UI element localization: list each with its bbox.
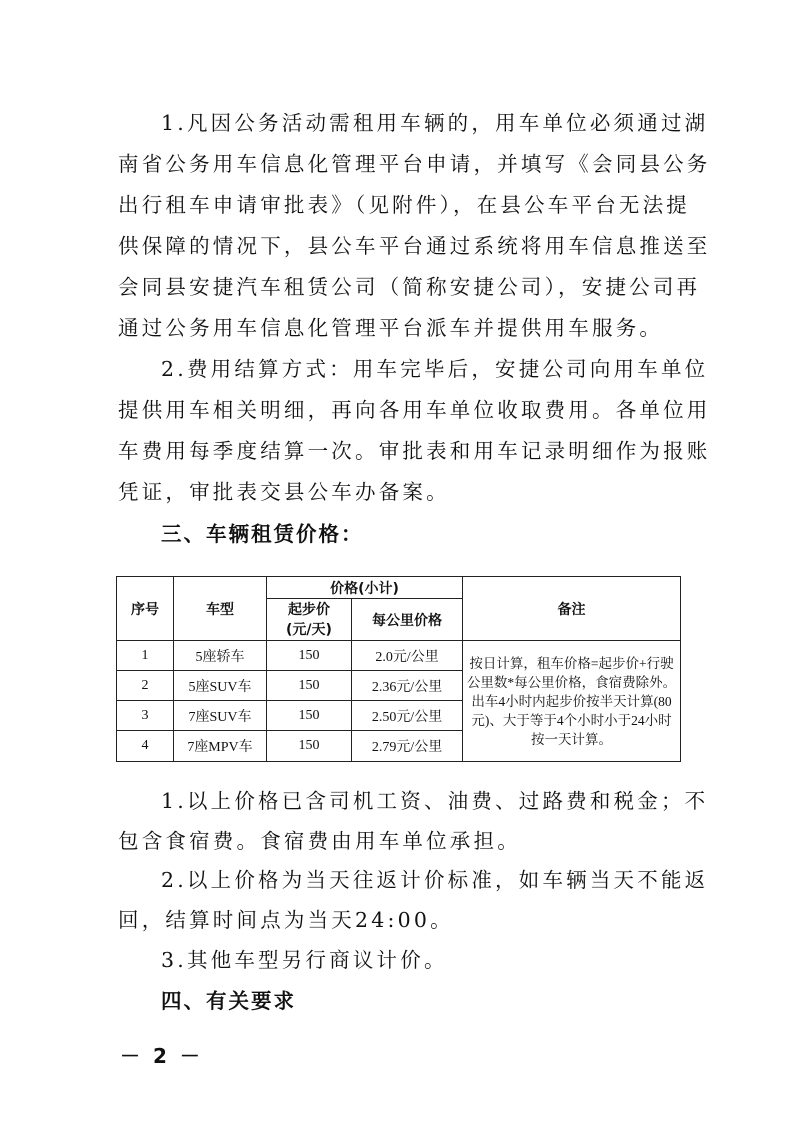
- note-line: 3.其他车型另行商议计价。: [161, 948, 448, 972]
- cell-seq: 4: [117, 731, 174, 762]
- note-line: 回，结算时间点为当天24:00。: [118, 908, 454, 932]
- cell-base-price: 150: [267, 671, 352, 701]
- header-price-group: 价格(小计): [267, 577, 463, 599]
- cell-base-price: 150: [267, 701, 352, 731]
- section-heading-requirements: 四、有关要求: [161, 989, 296, 1013]
- cell-model: 7座SUV车: [174, 701, 267, 731]
- header-model: 车型: [174, 577, 267, 641]
- cell-model: 5座SUV车: [174, 671, 267, 701]
- cell-seq: 2: [117, 671, 174, 701]
- cell-model: 5座轿车: [174, 641, 267, 671]
- cell-per-km: 2.50元/公里: [352, 701, 463, 731]
- cell-model: 7座MPV车: [174, 731, 267, 762]
- paragraph-line: 通过公务用车信息化管理平台派车并提供用车服务。: [118, 316, 664, 340]
- paragraph-line: 供保障的情况下，县公车平台通过系统将用车信息推送至: [118, 234, 711, 258]
- section-heading-pricing: 三、车辆租赁价格：: [161, 522, 364, 546]
- header-remark: 备注: [463, 577, 681, 641]
- rental-price-table: [116, 576, 681, 762]
- paragraph-line: 出行租车申请审批表》（见附件），在县公车平台无法提: [118, 193, 690, 217]
- cell-seq: 1: [117, 641, 174, 671]
- header-per-km: 每公里价格: [352, 599, 463, 641]
- paragraph-line: 1.凡因公务活动需租用车辆的，用车单位必须通过湖: [161, 111, 709, 135]
- cell-per-km: 2.36元/公里: [352, 671, 463, 701]
- header-seq: 序号: [117, 577, 174, 641]
- cell-base-price: 150: [267, 641, 352, 671]
- paragraph-line: 南省公务用车信息化管理平台申请，并填写《会同县公务: [118, 152, 711, 176]
- paragraph-line: 会同县安捷汽车租赁公司（简称安捷公司），安捷公司再: [118, 275, 701, 299]
- page-number: － 2 －: [120, 1044, 203, 1068]
- paragraph-line: 凭证，审批表交县公车办备案。: [118, 480, 450, 504]
- note-line: 包含食宿费。食宿费由用车单位承担。: [118, 829, 521, 853]
- note-line: 1.以上价格已含司机工资、油费、过路费和税金；不: [161, 789, 709, 813]
- paragraph-line: 车费用每季度结算一次。审批表和用车记录明细作为报账: [118, 439, 711, 463]
- paragraph-line: 2.费用结算方式：用车完毕后，安捷公司向用车单位: [161, 357, 709, 381]
- cell-remark: 按日计算，租车价格=起步价+行驶公里数*每公里价格，食宿费除外。出车4小时内起步价按半天计算(80元)、大于等于4个小时小于24小时按一天计算。: [463, 641, 681, 762]
- note-line: 2.以上价格为当天往返计价标准，如车辆当天不能返: [161, 868, 709, 892]
- paragraph-line: 提供用车相关明细，再向各用车单位收取费用。各单位用: [118, 398, 711, 422]
- cell-base-price: 150: [267, 731, 352, 762]
- header-base-price: 起步价(元/天): [267, 599, 352, 641]
- cell-seq: 3: [117, 701, 174, 731]
- cell-per-km: 2.79元/公里: [352, 731, 463, 762]
- cell-per-km: 2.0元/公里: [352, 641, 463, 671]
